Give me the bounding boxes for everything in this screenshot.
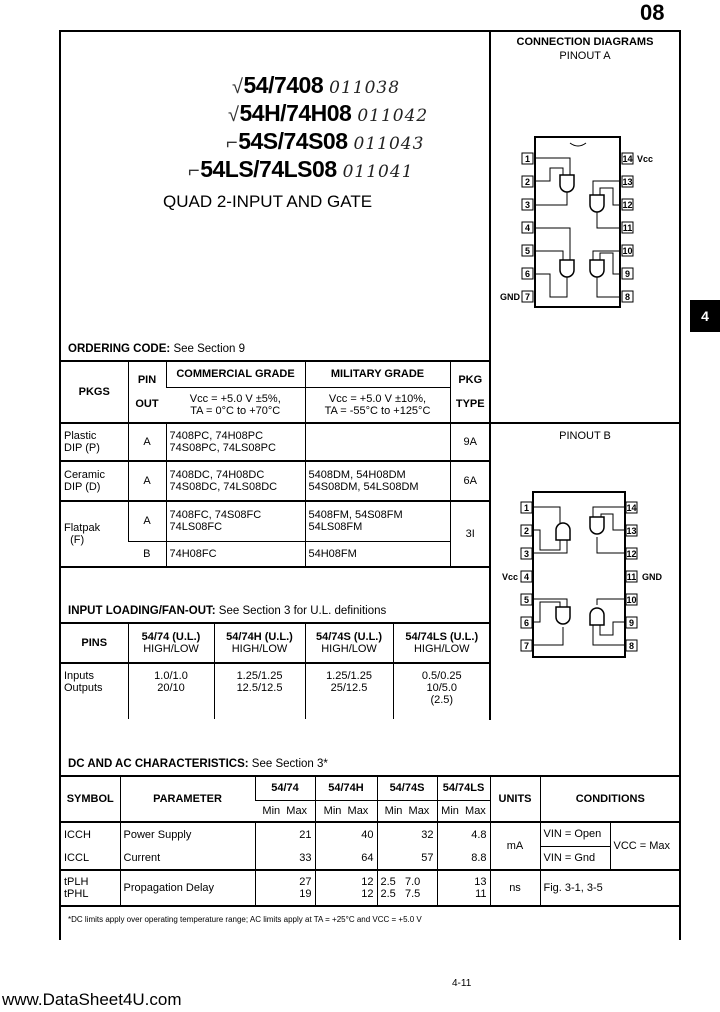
header-family: 54/74: [255, 776, 315, 800]
min-max: Min Max: [437, 800, 490, 822]
pin-label: 4: [523, 572, 530, 582]
handwritten-note: 011038: [329, 78, 401, 98]
min-max: Min Max: [315, 800, 377, 822]
pin-label: 12: [622, 200, 633, 210]
pin-label: 1: [524, 154, 531, 164]
pinout-a-title: PINOUT A: [559, 50, 611, 62]
header-conditions: CONDITIONS: [540, 776, 680, 822]
pin-label: 7: [523, 641, 530, 651]
dcac-heading: DC AND AC CHARACTERISTICS: See Section 3*: [68, 758, 328, 770]
loading-heading: INPUT LOADING/FAN-OUT: See Section 3 for U.L. definitions: [68, 605, 387, 617]
loading-table: [61, 622, 490, 719]
notch: [570, 143, 586, 146]
pin-label: 8: [628, 641, 635, 651]
ordering-heading: ORDERING CODE: See Section 9: [68, 343, 246, 355]
pinout-b-title: PINOUT B: [559, 430, 611, 442]
header-symbol: SYMBOL: [66, 793, 114, 805]
footnote: *DC limits apply over operating temperature range; AC limits apply at TA = +25°C and VCC = +5.0 V: [68, 915, 422, 924]
pinout-b-diagram: [490, 490, 680, 660]
pin-label: 11: [626, 572, 637, 582]
pin-label: 2: [523, 526, 530, 536]
header-family: 54/74H: [315, 776, 377, 800]
pin-label: 11: [622, 223, 633, 233]
title-74s08: ⌐54S/74S08 011043: [226, 128, 425, 154]
table-row: tPLH tPHL Propagation Delay 27 19 12 12 2.5 7.0 2.5 7.5 13 11 ns Fig. 3-1, 3-5: [61, 870, 680, 906]
pin-label: 9: [628, 618, 635, 628]
table-row: Inputs Outputs 1.0/1.0 20/10 1.25/1.25 12.5/12.5 1.25/1.25 25/12.5 0.5/0.25 10/5.0 (2.5): [61, 663, 490, 719]
chip-body: [533, 492, 625, 657]
pin-label: 8: [624, 292, 631, 302]
header-family: 54/74S: [377, 776, 437, 800]
pin-label: 6: [524, 269, 531, 279]
pin-label: 10: [622, 246, 633, 256]
part-number: 54S/74S08: [238, 128, 348, 154]
header-pins: PINS: [81, 637, 108, 649]
header-pkgs: PKGS: [78, 386, 110, 398]
gnd-label: GND: [500, 292, 520, 302]
pin-label: 4: [524, 223, 531, 233]
gnd-label: GND: [642, 572, 662, 582]
part-number: 54/7408: [243, 72, 324, 98]
frame-top-rule: [60, 30, 680, 32]
table-row: Flatpak (F) A 7408FC, 74S08FC 74LS08FC 5408FM, 54S08FM 54LS08FM 3I: [61, 501, 490, 541]
handwritten-note: 011041: [342, 162, 414, 182]
table-row: Ceramic DIP (D) A 7408DC, 74H08DC 74S08DC, 74LS08DC 5408DM, 54H08DM 54S08DM, 54LS08DM 6A: [61, 461, 490, 501]
header-5474h: 54/74H (U.L.) HIGH/LOW: [214, 623, 305, 663]
header-5474s: 54/74S (U.L.) HIGH/LOW: [305, 623, 393, 663]
pin-label: 5: [524, 246, 531, 256]
header-pin-out: PIN OUT: [128, 361, 166, 423]
table-row: ICCL Current 33 64 57 8.8 VIN = Gnd: [61, 846, 680, 870]
pin-label: 6: [523, 618, 530, 628]
subtitle: QUAD 2-INPUT AND GATE: [163, 192, 373, 211]
pin-label: 14: [622, 154, 633, 164]
table-row: B 74H08FC 54H08FM: [61, 541, 490, 567]
table-row: ICCH Power Supply 21 40 32 4.8 mA VIN = Open VCC = Max: [61, 822, 680, 846]
pin-label: 13: [626, 526, 637, 536]
title-74ls08: ⌐54LS/74LS08 011041: [188, 156, 414, 182]
commercial-conditions: Vcc = +5.0 V ±5%, TA = 0°C to +70°C: [189, 392, 281, 417]
title-74h08: √54H/74H08 011042: [228, 100, 429, 126]
pin-label: 5: [523, 595, 530, 605]
handwritten-note: 011042: [357, 106, 429, 126]
header-pkg-type: PKG TYPE: [450, 361, 490, 423]
page-code: 08: [640, 0, 665, 25]
page-number: 4-11: [452, 978, 472, 989]
pin-label: 1: [523, 503, 530, 513]
pin-label: 3: [523, 549, 530, 559]
watermark-link[interactable]: www.DataSheet4U.com: [2, 990, 182, 1009]
connection-title: CONNECTION DIAGRAMS: [516, 36, 654, 48]
wires: [535, 158, 620, 297]
section-tab: 4: [690, 300, 720, 332]
vcc-label: Vcc: [636, 154, 654, 164]
ordering-table: [61, 360, 490, 568]
header-parameter: PARAMETER: [120, 776, 255, 822]
title-7408: √54/7408 011038: [232, 72, 401, 98]
pin-label: 9: [624, 269, 631, 279]
pinout-a-diagram: [490, 135, 680, 315]
min-max: Min Max: [262, 804, 308, 817]
dcac-table: [61, 775, 680, 907]
military-conditions: Vcc = +5.0 V ±10%, TA = -55°C to +125°C: [305, 387, 450, 423]
header-5474ls: 54/74LS (U.L.) HIGH/LOW: [393, 623, 490, 663]
pin-label: 2: [524, 177, 531, 187]
pin-label: 14: [626, 503, 637, 513]
chip-body: [535, 137, 620, 307]
header-commercial: COMMERCIAL GRADE: [166, 361, 305, 387]
header-military: MILITARY GRADE: [305, 361, 450, 387]
pin-label: 7: [524, 292, 531, 302]
pin-label: 13: [622, 177, 633, 187]
header-5474: 54/74 (U.L.) HIGH/LOW: [128, 623, 214, 663]
pin-label: 10: [626, 595, 637, 605]
min-max: Min Max: [377, 800, 437, 822]
pin-label: 12: [626, 549, 637, 559]
vcc-label: Vcc: [501, 572, 519, 582]
pinout-divider: [490, 422, 680, 424]
header-units: UNITS: [490, 776, 540, 822]
table-row: Plastic DIP (P) A 7408PC, 74H08PC 74S08PC, 74LS08PC 9A: [61, 423, 490, 461]
pin-label: 3: [524, 200, 531, 210]
part-number: 54H/74H08: [239, 100, 352, 126]
handwritten-note: 011043: [353, 134, 425, 154]
part-number: 54LS/74LS08: [200, 156, 337, 182]
header-family: 54/74LS: [437, 776, 490, 800]
